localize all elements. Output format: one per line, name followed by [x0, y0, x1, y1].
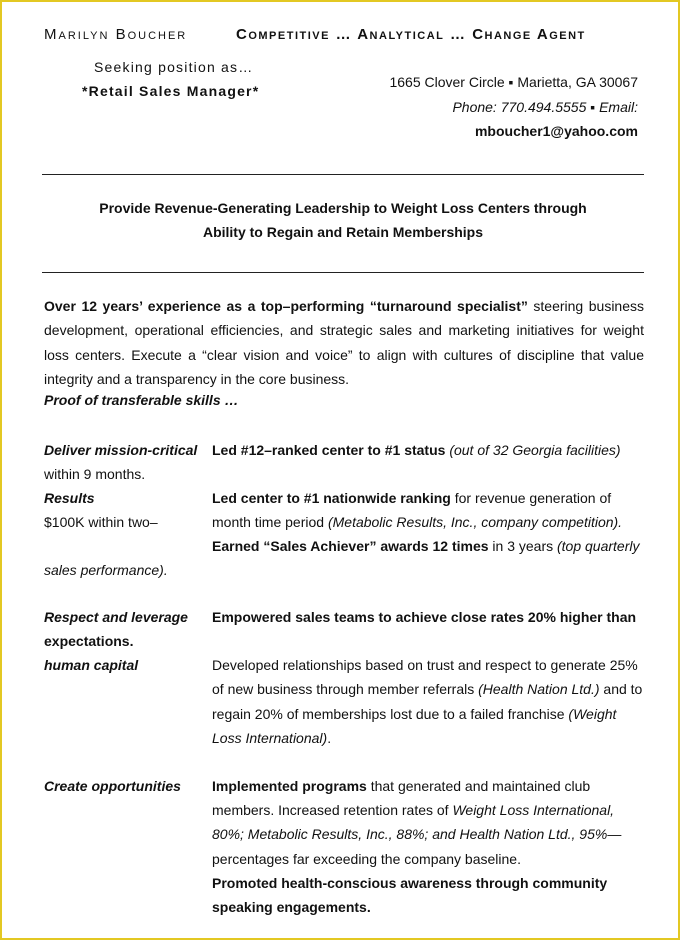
human-item-1-cont: expectations. [44, 633, 134, 649]
human-item-2-line4 [212, 730, 331, 746]
results-item-3-cont: sales performance). [44, 562, 168, 578]
opportunities-item-1-bold: Implemented programs [212, 778, 367, 794]
human-item-2-line2-b: and to [599, 681, 643, 697]
human-item-2-line2-a: of new business through member referrals [212, 681, 479, 697]
results-item-3-text: in 3 years [488, 538, 557, 554]
human-item-2-line4-note: Loss International) [212, 730, 328, 746]
human-item-2-line4-b: . [327, 730, 332, 746]
middle-divider [42, 272, 644, 273]
results-item-1 [212, 442, 621, 458]
headline [42, 196, 644, 244]
opportunities-item-2-line1: Promoted health-conscious awareness through community [212, 875, 608, 891]
opportunities-item-1 [212, 778, 590, 794]
human-item-2-line2 [212, 681, 642, 697]
contact-phone: Phone: 770.494.5555 ▪ Email: [452, 99, 638, 115]
results-item-2-cont [212, 514, 622, 530]
summary-lead: Over 12 years’ experience as a top–performing “turnaround specialist” [44, 298, 528, 314]
human-item-2-line3 [212, 706, 616, 722]
candidate-tagline: Competitive … Analytical … Change Agent [236, 26, 586, 43]
results-item-1-note: (out of 32 Georgia facilities) [445, 442, 621, 458]
human-item-1: Empowered sales teams to achieve close rates 20% higher than [212, 609, 637, 625]
human-item-2-line1: Developed relationships based on trust and respect to generate 25% [212, 657, 638, 673]
human-item-2-line3-note: (Weight [568, 706, 617, 722]
opportunities-item-1-line2 [212, 802, 614, 818]
summary-body: steering business development, operational efficiencies, and strategic sales and marketing initiatives for weight loss centers. Execute a “clear vision and voice” to align with cultures of discipline that value integrity and a transparency in the core business. [44, 298, 644, 387]
target-position: *Retail Sales Manager* [82, 83, 260, 99]
opportunities-item-1-line4: percentages far exceeding the company baseline. [212, 851, 521, 867]
opportunities-item-1-line2-a: members. Increased retention rates of [212, 802, 453, 818]
seeking-position-label: Seeking position as… [94, 59, 254, 75]
contact-address: 1665 Clover Circle ▪ Marietta, GA 30067 [389, 74, 638, 90]
opportunities-item-1-text: that generated and maintained club [366, 778, 591, 794]
results-item-2-text: for revenue generation of [450, 490, 612, 506]
opportunities-item-2-line2: speaking engagements. [212, 899, 371, 915]
summary-paragraph [44, 294, 644, 391]
results-label-line2: Results [44, 490, 95, 506]
results-item-2 [212, 490, 611, 506]
human-label-line1: Respect and leverage [44, 609, 188, 625]
opportunities-item-1-line3-note: 80%; Metabolic Results, Inc., 88%; and Health Nation Ltd., 95% [212, 826, 608, 842]
results-item-1-cont: within 9 months. [44, 466, 146, 482]
opportunities-item-1-line3-dash: — [607, 826, 622, 842]
human-label-line2: human capital [44, 657, 139, 673]
results-item-2-cont-b: month time period [212, 514, 328, 530]
results-item-1-bold: Led #12–ranked center to #1 status [212, 442, 446, 458]
top-divider [42, 174, 644, 175]
headline-line-2: Ability to Regain and Retain Memberships [202, 224, 484, 240]
results-item-2-note: (Metabolic Results, Inc., company competition). [327, 514, 623, 530]
results-item-3-bold: Earned “Sales Achiever” awards 12 times [212, 538, 489, 554]
contact-email[interactable]: mboucher1@yahoo.com [474, 123, 638, 139]
opportunities-label: Create opportunities [44, 778, 181, 794]
opportunities-item-1-line2-note: Weight Loss International, [452, 802, 615, 818]
results-item-3 [212, 538, 639, 554]
proof-label: Proof of transferable skills … [44, 392, 239, 408]
human-item-2-line2-note: (Health Nation Ltd.) [478, 681, 600, 697]
results-label-line1: Deliver mission-critical [44, 442, 198, 458]
opportunities-item-1-line3 [212, 826, 621, 842]
results-item-2-bold: Led center to #1 nationwide ranking [212, 490, 451, 506]
results-item-3-note: (top quarterly [557, 538, 640, 554]
human-item-2-line3-a: regain 20% of memberships lost due to a failed franchise [212, 706, 569, 722]
candidate-name: Marilyn Boucher [44, 26, 188, 43]
headline-line-1: Provide Revenue-Generating Leadership to Weight Loss Centers through [99, 200, 587, 216]
results-item-2-cont-a: $100K within two– [44, 514, 158, 530]
